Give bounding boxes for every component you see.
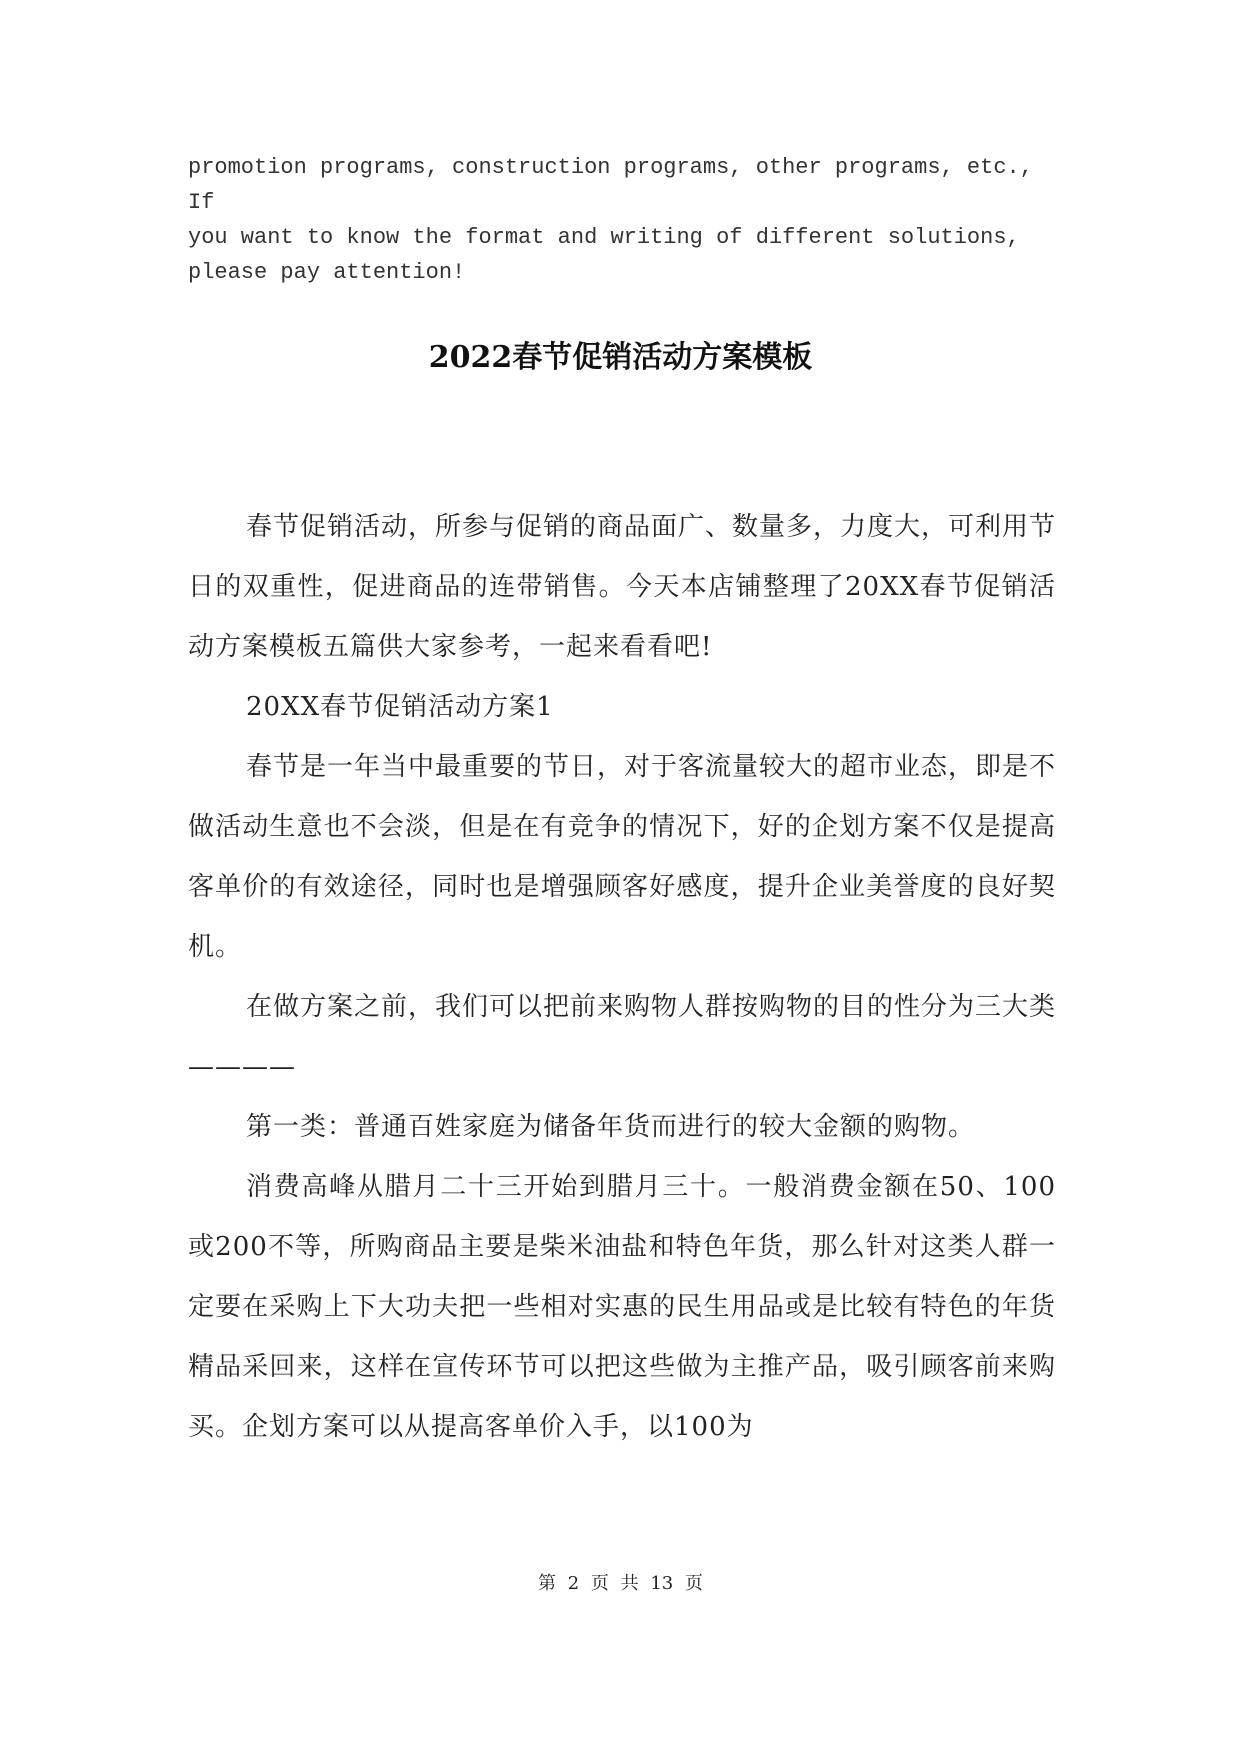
- page-footer: 第 2 页 共 13 页: [538, 1573, 703, 1594]
- body-paragraph: 消费高峰从腊月二十三开始到腊月三十。一般消费金额在50、100或200不等，所购商品主要是柴米油盐和特色年货，那么针对这类人群一定要在采购上下大功夫把一些相对实惠的民生用品或是比较有特色的年货精品采回来，这样在宣传环节可以把这些做为主推产品，吸引顾客前来购买。企划方案可以从提高客单价入手，以100为: [188, 1172, 1056, 1442]
- intro-text: promotion programs, construction programs, other programs, etc., If you want to know the format and writing of different solutions, please pay attention!: [188, 155, 1033, 285]
- document-body: [188, 497, 1056, 1457]
- body-paragraph: 春节是一年当中最重要的节日，对于客流量较大的超市业态，即是不做活动生意也不会淡，但是在有竞争的情况下，好的企划方案不仅是提高客单价的有效途径，同时也是增强顾客好感度，提升企业美誉度的良好契机。: [188, 752, 1057, 962]
- body-paragraph: 在做方案之前，我们可以把前来购物人群按购物的目的性分为三大类————: [188, 992, 1057, 1082]
- body-paragraph: 第一类：普通百姓家庭为储备年货而进行的较大金额的购物。: [246, 1112, 976, 1142]
- section-heading: 20XX春节促销活动方案1: [246, 692, 554, 722]
- body-paragraph: 春节促销活动，所参与促销的商品面广、数量多，力度大，可利用节日的双重性，促进商品的连带销售。今天本店铺整理了20XX春节促销活动方案模板五篇供大家参考，一起来看看吧!: [188, 512, 1057, 662]
- document-title: 2022春节促销活动方案模板: [428, 340, 813, 375]
